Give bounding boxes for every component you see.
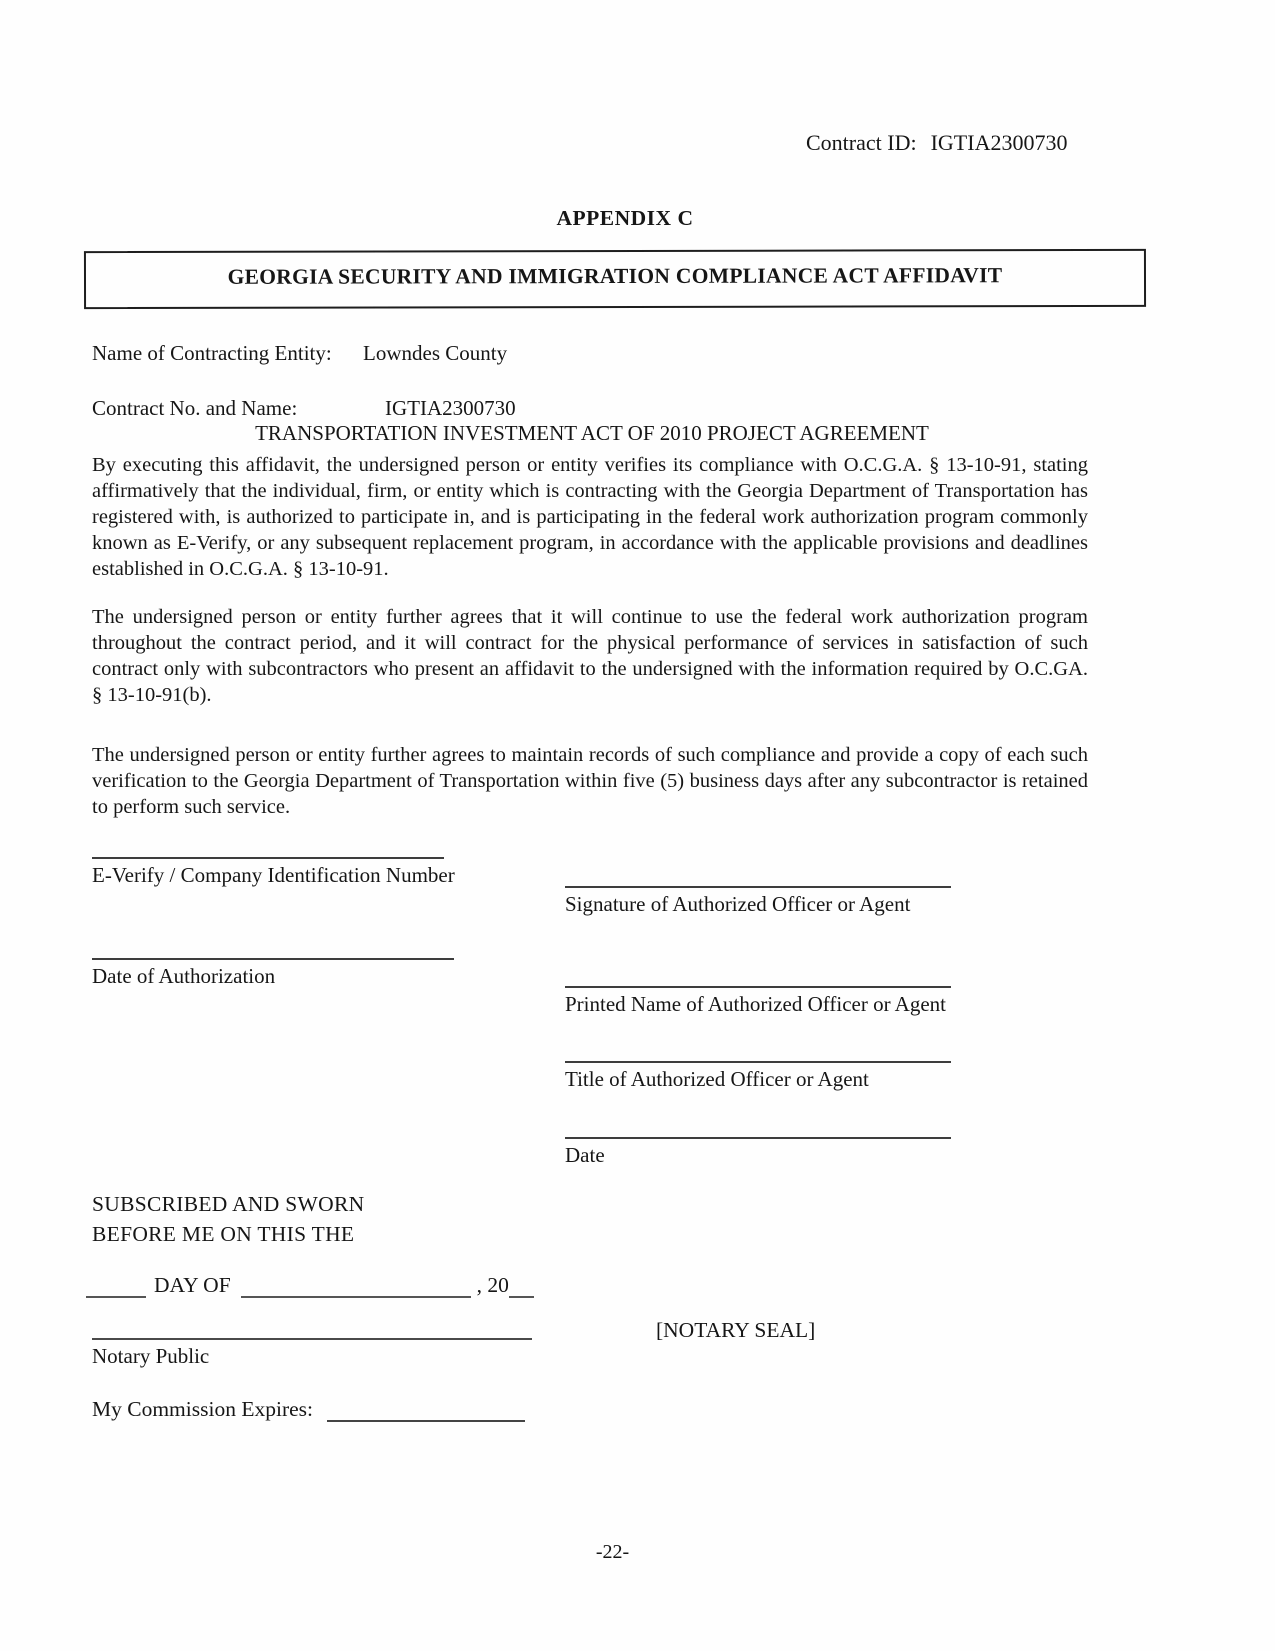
notary-public-field <box>92 1338 532 1369</box>
commission-expires-label: My Commission Expires: <box>92 1397 313 1421</box>
body-paragraph-2: The undersigned person or entity further agrees that it will continue to use the federal work authorization program throughout the contract period, and it will contract for the physical performance of services in satisfaction of such contract only with subcontractors who present an affidavit to the undersigned with the information required by O.C.GA. § 13-10-91(b). <box>92 606 1088 706</box>
commission-expires-blank-line <box>327 1394 525 1422</box>
printed-name-label: Printed Name of Authorized Officer or Agent <box>565 992 947 1016</box>
contract-number-row <box>92 396 516 421</box>
contract-id-value: IGTIA2300730 <box>930 130 1068 155</box>
year-blank-line <box>509 1270 534 1298</box>
date-label: Date <box>565 1143 605 1167</box>
notary-seal-text: [NOTARY SEAL] <box>656 1318 816 1342</box>
everify-number-field <box>92 857 455 888</box>
day-of-label: DAY OF <box>154 1273 231 1297</box>
title-box <box>84 249 1146 309</box>
commission-expires-row <box>92 1390 525 1422</box>
page-number: -22- <box>595 1541 630 1563</box>
date-field <box>565 1137 951 1168</box>
signature-field <box>565 886 951 917</box>
printed-name-field <box>565 986 951 1017</box>
subscribed-sworn-line2: BEFORE ME ON THIS THE <box>92 1222 355 1246</box>
contract-number-value: IGTIA2300730 <box>385 396 516 420</box>
subscribed-sworn-text <box>92 1189 364 1249</box>
contracting-entity-row <box>92 341 507 366</box>
contract-number-label: Contract No. and Name: <box>92 396 298 420</box>
title-of-officer-label: Title of Authorized Officer or Agent <box>565 1067 869 1091</box>
day-blank-line <box>86 1270 146 1298</box>
body-paragraph-1: By executing this affidavit, the undersigned person or entity verifies its compliance with O.C.G.A. § 13-10-91, stating affirmatively that the individual, firm, or entity which is contracting with the Georgia Department of Transportation has registered with, is authorized to participate in, and is participating in the federal work authorization program commonly known as E-Verify, or any subsequent replacement program, in accordance with the applicable provisions and deadlines established in O.C.G.A. § 13-10-91. <box>92 454 1088 580</box>
contracting-entity-label: Name of Contracting Entity: <box>92 341 332 365</box>
date-of-authorization-label: Date of Authorization <box>92 964 276 988</box>
body-paragraph-3: The undersigned person or entity further agrees to maintain records of such compliance and provide a copy of each such verification to the Georgia Department of Transportation within five (5) business days after any subcontractor is retained to perform such service. <box>92 744 1088 818</box>
month-blank-line <box>241 1270 471 1298</box>
title-of-officer-field <box>565 1061 951 1092</box>
everify-number-label: E-Verify / Company Identification Number <box>92 863 455 887</box>
contract-id-line <box>806 130 1067 156</box>
day-of-row <box>86 1268 534 1298</box>
notary-public-label: Notary Public <box>92 1344 210 1368</box>
subscribed-sworn-line1: SUBSCRIBED AND SWORN <box>92 1192 365 1216</box>
year-prefix: , 20 <box>476 1273 509 1297</box>
contract-name-value: TRANSPORTATION INVESTMENT ACT OF 2010 PROJECT AGREEMENT <box>255 421 929 445</box>
signature-label: Signature of Authorized Officer or Agent <box>565 892 911 916</box>
contracting-entity-value: Lowndes County <box>363 341 508 365</box>
contract-id-label: Contract ID: <box>806 130 917 155</box>
date-of-authorization-field <box>92 958 454 989</box>
document-title: GEORGIA SECURITY AND IMMIGRATION COMPLIANCE ACT AFFIDAVIT <box>227 263 1003 289</box>
appendix-heading: APPENDIX C <box>556 206 694 230</box>
